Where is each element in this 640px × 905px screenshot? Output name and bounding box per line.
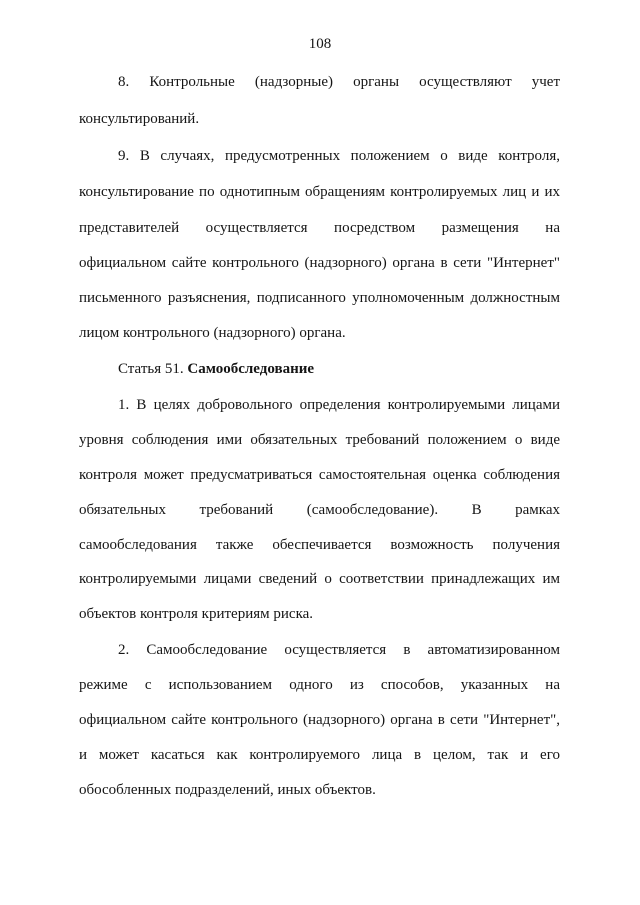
- paragraph-line: самообследования также обеспечивается возможность получения: [79, 537, 560, 553]
- article-heading: [118, 359, 560, 379]
- article-title: Самообследование: [187, 361, 315, 377]
- page-number: 108: [308, 36, 332, 52]
- paragraph-line: и может касаться как контролируемого лица в целом, так и его: [79, 747, 560, 763]
- paragraph-line: 8. Контрольные (надзорные) органы осуществляют учет: [118, 74, 560, 90]
- paragraph-line: письменного разъяснения, подписанного уполномоченным должностным: [79, 290, 560, 306]
- article-number: Статья 51.: [118, 361, 188, 377]
- paragraph-line: обособленных подразделений, иных объектов.: [79, 782, 376, 798]
- paragraph-line: контроля может предусматриваться самостоятельная оценка соблюдения: [79, 467, 560, 483]
- paragraph-line: представителей осуществляется посредством размещения на: [79, 220, 560, 236]
- paragraph-line: официальном сайте контрольного (надзорного) органа в сети "Интернет",: [79, 712, 560, 728]
- paragraph-line: контролируемыми лицами сведений о соответствии принадлежащих им: [79, 571, 560, 587]
- paragraph-line: официальном сайте контрольного (надзорного) органа в сети "Интернет": [79, 255, 560, 271]
- paragraph-line: обязательных требований (самообследование). В рамках: [79, 502, 560, 518]
- paragraph-line: 9. В случаях, предусмотренных положением о виде контроля,: [118, 148, 560, 164]
- paragraph-line: объектов контроля критериям риска.: [79, 606, 314, 622]
- paragraph-line: консультирование по однотипным обращениям контролируемых лиц и их: [79, 184, 560, 200]
- paragraph-line: консультирований.: [79, 111, 200, 127]
- paragraph-line: 2. Самообследование осуществляется в автоматизированном: [118, 642, 560, 658]
- paragraph-line: режиме с использованием одного из способов, указанных на: [79, 677, 560, 693]
- paragraph-line: лицом контрольного (надзорного) органа.: [79, 325, 346, 341]
- paragraph-line: уровня соблюдения ими обязательных требований положением о виде: [79, 432, 560, 448]
- paragraph-line: 1. В целях добровольного определения контролируемыми лицами: [118, 397, 560, 413]
